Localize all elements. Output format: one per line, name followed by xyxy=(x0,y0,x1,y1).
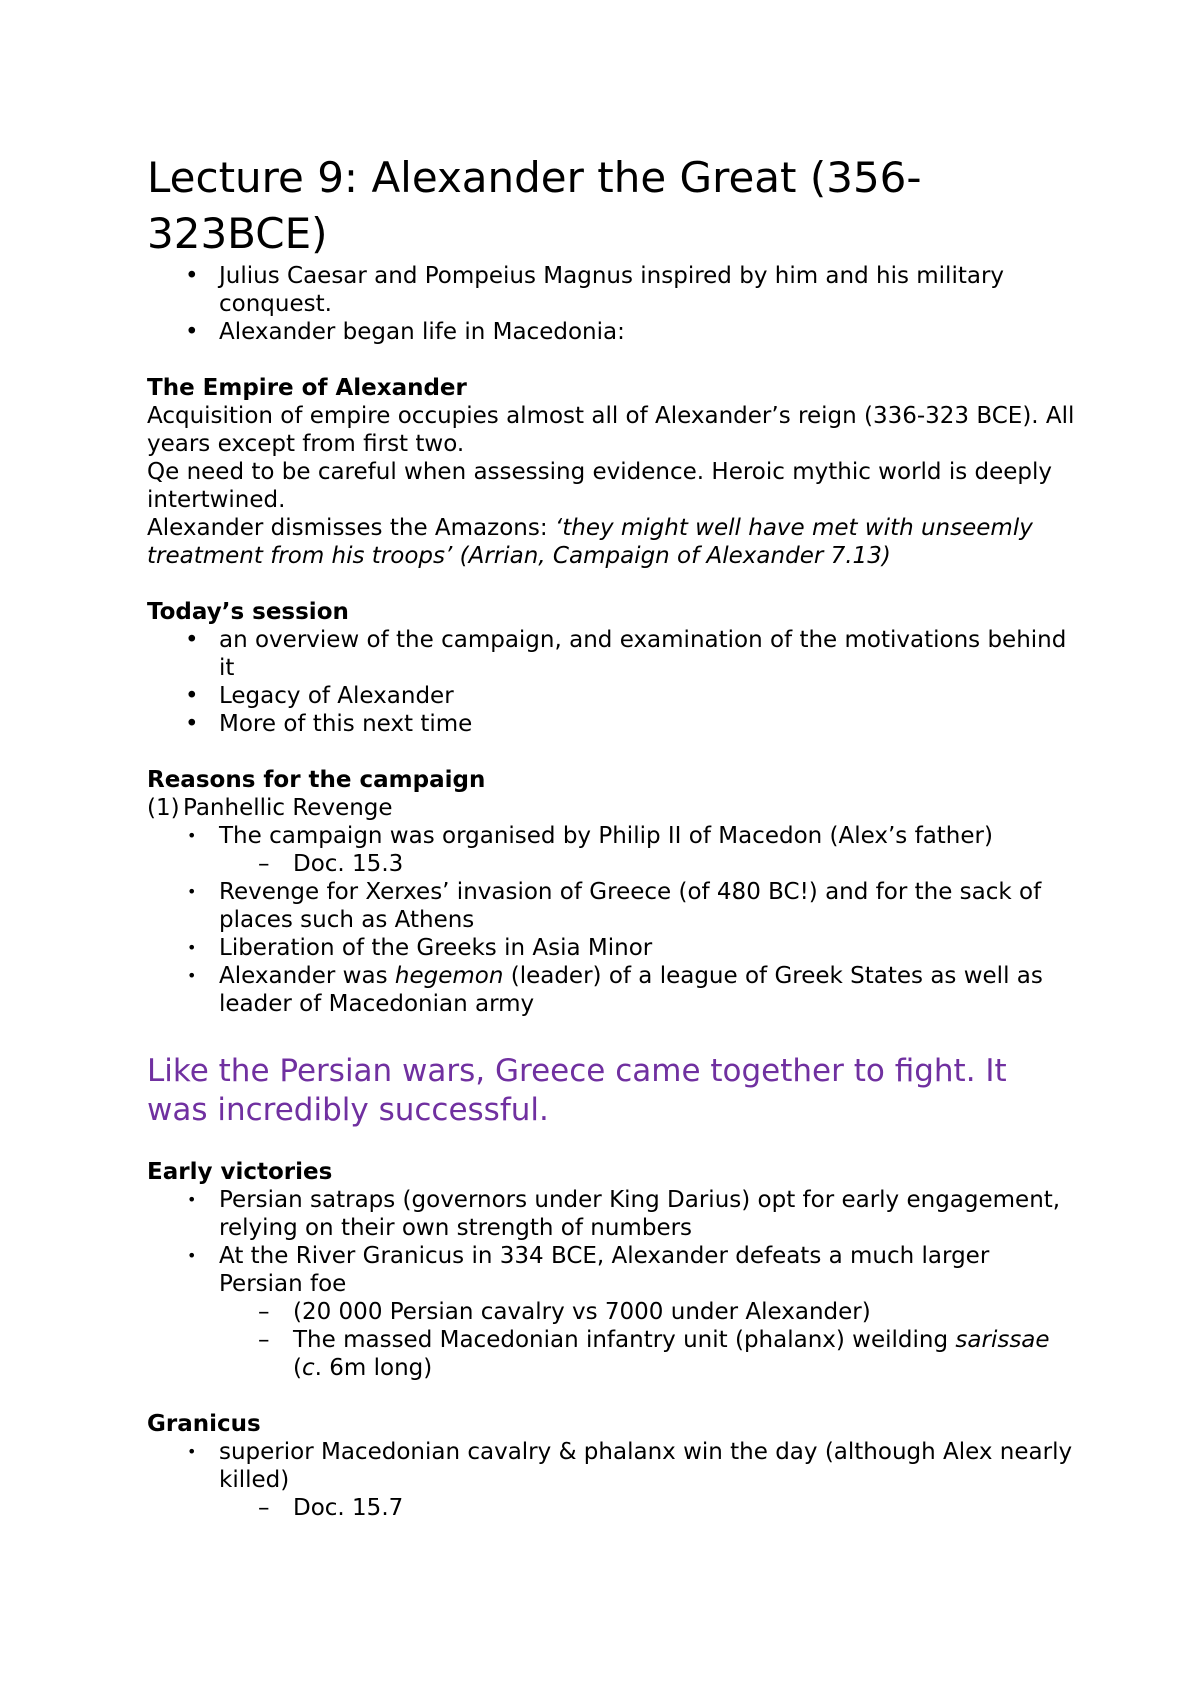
bullet-marker: • xyxy=(185,711,199,737)
list-item: • superior Macedonian cavalry & phalanx win the day (although Alex nearly killed) xyxy=(187,1439,1073,1493)
bullet-marker: • xyxy=(187,882,197,901)
bullet-marker: • xyxy=(187,966,197,985)
page-title: Lecture 9: Alexander the Great (356-323BCE) xyxy=(147,153,922,258)
bullet-marker: • xyxy=(187,1246,197,1265)
numbered-item: (1) Panhellic Revenge xyxy=(147,795,393,821)
bullet-marker: • xyxy=(185,683,199,709)
bullet-marker: • xyxy=(187,1442,197,1461)
dash-marker: – xyxy=(258,851,270,877)
list-item: – The massed Macedonian infantry unit (phalanx) weilding sarissae (c. 6m long) xyxy=(258,1327,1050,1381)
dash-marker: – xyxy=(258,1299,270,1325)
early-heading: Early victories xyxy=(147,1159,333,1185)
session-list xyxy=(147,626,1077,738)
list-item: • Legacy of Alexander xyxy=(185,683,454,709)
dash-marker: – xyxy=(258,1495,270,1521)
granicus-heading: Granicus xyxy=(147,1411,261,1437)
empire-paragraph-1: Acquisition of empire occupies almost all of Alexander’s reign (336-323 BCE). All years except from first two. xyxy=(147,403,1075,457)
empire-heading: The Empire of Alexander xyxy=(147,375,467,401)
reasons-list xyxy=(147,822,1077,1018)
granicus-list xyxy=(147,1438,1077,1522)
bullet-marker: • xyxy=(187,1190,197,1209)
intro-list xyxy=(147,262,1077,346)
list-item: • At the River Granicus in 334 BCE, Alexander defeats a much larger Persian foe xyxy=(187,1243,990,1297)
list-item: • Alexander began life in Macedonia: xyxy=(185,319,625,345)
list-item: • More of this next time xyxy=(185,711,473,737)
document-page xyxy=(147,150,1077,1522)
empire-paragraph-2: Qe need to be careful when assessing evidence. Heroic mythic world is deeply intertwined. xyxy=(147,459,1053,513)
list-item: – Doc. 15.7 xyxy=(258,1495,404,1521)
bullet-marker: • xyxy=(187,826,197,845)
empire-paragraph-3: Alexander dismisses the Amazons: ‘they might well have met with unseemly treatment from his troops’ (Arrian, Campaign of Alexander 7.13) xyxy=(147,515,1033,569)
list-item: • an overview of the campaign, and examination of the motivations behind it xyxy=(185,627,1067,681)
list-item: • The campaign was organised by Philip II of Macedon (Alex’s father) xyxy=(187,823,993,849)
early-list xyxy=(147,1186,1077,1382)
session-heading: Today’s session xyxy=(147,599,349,625)
item-number: (1) xyxy=(147,795,180,821)
list-item: • Liberation of the Greeks in Asia Minor xyxy=(187,935,653,961)
list-item: • Alexander was hegemon (leader) of a league of Greek States as well as leader of Macedonian army xyxy=(187,963,1043,1017)
list-item: • Julius Caesar and Pompeius Magnus inspired by him and his military conquest. xyxy=(185,263,1005,317)
reasons-heading: Reasons for the campaign xyxy=(147,767,486,793)
list-item: – (20 000 Persian cavalry vs 7000 under Alexander) xyxy=(258,1299,871,1325)
bullet-marker: • xyxy=(185,319,199,345)
list-item: – Doc. 15.3 xyxy=(258,851,404,877)
dash-marker: – xyxy=(258,1327,270,1353)
list-item: • Persian satraps (governors under King Darius) opt for early engagement, relying on their own strength of numbers xyxy=(187,1187,1061,1241)
bullet-marker: • xyxy=(187,938,197,957)
highlight-note: Like the Persian wars, Greece came together to fight. It was incredibly successful. xyxy=(147,1053,1007,1128)
bullet-marker: • xyxy=(185,263,199,289)
arrian-quote: ‘they might well have met with unseemly treatment from his troops’ (Arrian, Campaign of Alexander 7.13) xyxy=(147,515,1033,569)
list-item: • Revenge for Xerxes’ invasion of Greece (of 480 BC!) and for the sack of places such as Athens xyxy=(187,879,1042,933)
bullet-marker: • xyxy=(185,627,199,653)
